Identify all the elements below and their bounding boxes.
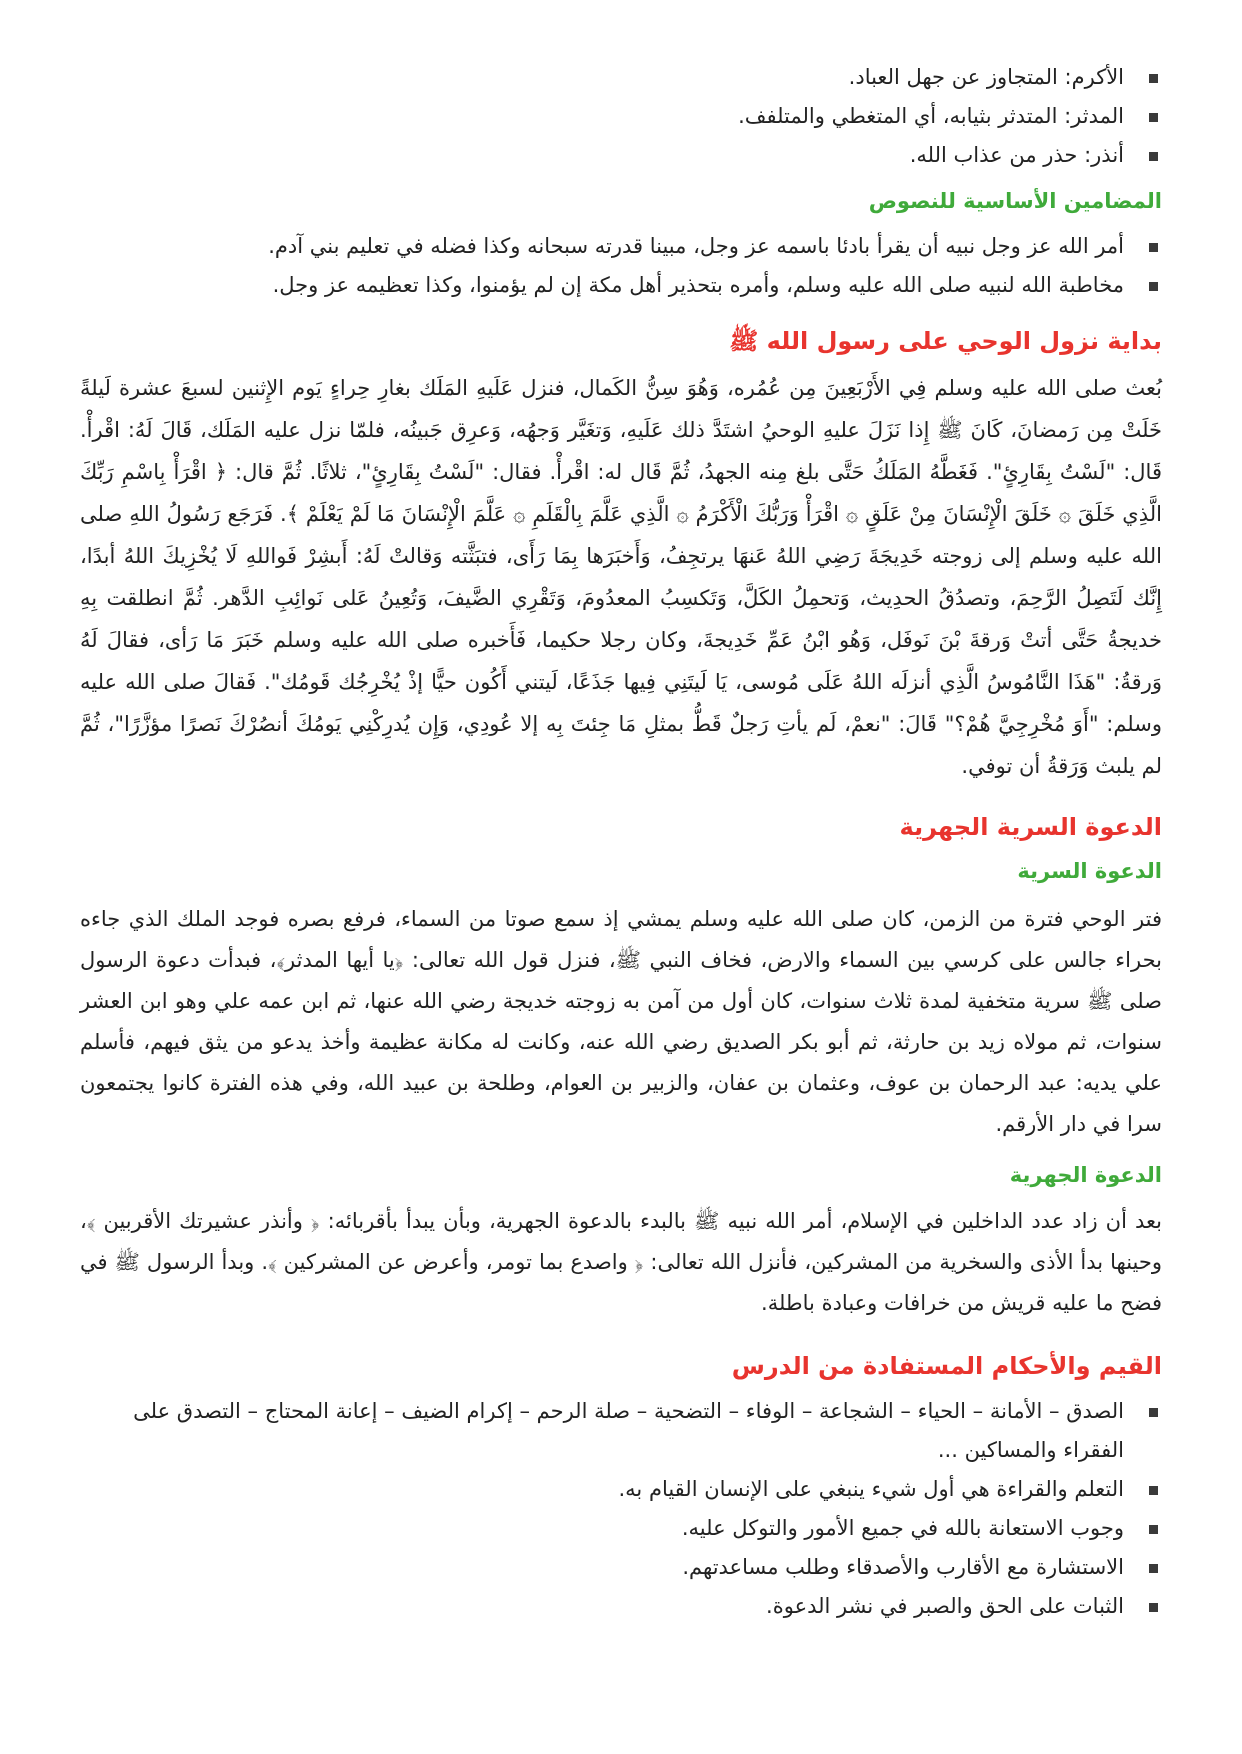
values-list <box>80 1392 1162 1626</box>
square-bullet-icon <box>1149 152 1158 161</box>
list-item: الصدق – الأمانة – الحياء – الشجاعة – الوفاء – التضحية – صلة الرحم – إكرام الضيف – إعانة المحتاج – التصدق على الفقراء والمساكين ... <box>80 1392 1162 1470</box>
dawah-heading: الدعوة السرية الجهرية <box>899 813 1162 841</box>
square-bullet-icon <box>1149 282 1158 291</box>
list-item: الأكرم: المتجاوز عن جهل العباد. <box>80 58 1162 97</box>
public-dawah-paragraph: بعد أن زاد عدد الداخلين في الإسلام، أمر الله نبيه ﷺ بالبدء بالدعوة الجهرية، وبأن يبدأ بأقربائه: ﴿ وأنذر عشيرتك الأقربين ﴾، وحينها بدأ الأذى والسخرية من المشركين، فأنزل الله تعالى: ﴿ واصدع بما تومر، وأعرض عن المشركين ﴾. وبدأ الرسول ﷺ في فضح ما عليه قريش من خرافات وعبادة باطلة. <box>80 1209 1162 1315</box>
themes-list <box>80 227 1162 305</box>
revelation-heading: بداية نزول الوحي على رسول الله ﷺ <box>729 327 1162 355</box>
list-item: التعلم والقراءة هي أول شيء ينبغي على الإنسان القيام به. <box>80 1470 1162 1509</box>
list-item: أمر الله عز وجل نبيه أن يقرأ بادئا باسمه عز وجل، مبينا قدرته سبحانه وكذا فضله في تعليم بني آدم. <box>80 227 1162 266</box>
square-bullet-icon <box>1149 243 1158 252</box>
list-item: مخاطبة الله لنبيه صلى الله عليه وسلم، وأمره بتحذير أهل مكة إن لم يؤمنوا، وكذا تعظيمه عز وجل. <box>80 266 1162 305</box>
list-item: المدثر: المتدثر بثيابه، أي المتغطي والمتلفف. <box>80 97 1162 136</box>
values-heading: القيم والأحكام المستفادة من الدرس <box>731 1352 1162 1380</box>
themes-heading: المضامين الأساسية للنصوص <box>868 189 1162 213</box>
secret-dawah-heading: الدعوة السرية <box>1017 859 1162 883</box>
secret-dawah-paragraph: فتر الوحي فترة من الزمن، كان صلى الله عليه وسلم يمشي إذ سمع صوتا من السماء، فرفع بصره فوجد الملك الذي جاءه بحراء جالس على كرسي بين السماء والارض، فخاف النبي ﷺ، فنزل قول الله تعالى: ﴿يا أيها المدثر﴾، فبدأت دعوة الرسول صلى ﷺ سرية متخفية لمدة ثلاث سنوات، كان أول من آمن به زوجته خديجة رضي الله عنها، ثم ابن عمه علي وهو ابن العشر سنوات، ثم مولاه زيد بن حارثة، ثم أبو بكر الصديق رضي الله عنه، وكانت له مكانة عظيمة وأخذ يدعو من يثق فيهم، فأسلم علي يديه: عبد الرحمان بن عوف، وعثمان بن عفان، والزبير بن العوام، وطلحة بن عبيد الله، وفي هذه الفترة كانوا يجتمعون سرا في دار الأرقم. <box>80 907 1162 1136</box>
list-item: الثبات على الحق والصبر في نشر الدعوة. <box>80 1587 1162 1626</box>
public-dawah-heading: الدعوة الجهرية <box>1009 1163 1162 1187</box>
revelation-paragraph: بُعث صلى الله عليه وسلم فِي الأَرْبَعِينَ مِن عُمُره، وَهُوَ سِنُّ الكَمال، فنزل عَلَيهِ المَلَك بغارِ حِراءٍ يَوم الإِثنين لسبعَ عشرة لَيلةً خَلَتْ مِن رَمضانَ، كَانَ ﷺ إِذا نَزَلَ عليهِ الوحيُ اشتَدَّ ذلك عَلَيهِ، وَتغَيَّر وَجهُه، وَعرِق جَبينُه، فلمّا نزل عليه المَلَك، قَالَ لَهُ: اقْرأْ. قَال: "لَسْتُ بِقَارِئٍ". فَغَطَّهُ المَلَكُ حَتَّى بلغ مِنه الجهدُ، ثُمَّ قَال له: اقْرأْ. فقال: "لَسْتُ بِقَارِئٍ"، ثلاثًا. ثُمَّ قال: ﴿ اقْرَأْ بِاسْمِ رَبِّكَ الَّذِي خَلَقَ ۞ خَلَقَ الْإِنْسَانَ مِنْ عَلَقٍ ۞ اقْرَأْ وَرَبُّكَ الْأَكْرَمُ ۞ الَّذِي عَلَّمَ بِالْقَلَمِ ۞ عَلَّمَ الْإِنْسَانَ مَا لَمْ يَعْلَمْ ﴾. فَرَجَع رَسُولُ اللهِ صلى الله عليه وسلم إلى زوجته خَدِيجَةَ رَضِي اللهُ عَنهَا يرتجِفُ، وَأَخبَرَها بِمَا رَأَى، فتبَثَّته وَقالتْ لَهُ: أَبشِرْ فَواللهِ لَا يُخْزِيكَ اللهُ أبدًا، إِنَّك لَتَصِلُ الرَّحِمَ، وتصدُقُ الحدِيث، وَتحمِلُ الكَلَّ، وَتَكسِبُ المعدُومَ، وَتَقْرِي الضَّيفَ، وَتُعِينُ عَلى نَوائِبِ الدَّهر. ثُمَّ انطلقت بِهِ خديجةُ حَتَّى أتتْ وَرقةَ بْنَ نَوفَل، وَهُو ابْنُ عَمِّ خَدِيجةَ، وكان رجلا حكيما، فَأَخبره صلى الله عليه وسلم خَبَرَ مَا رَأى، فقالَ لَهُ وَرقةُ: "هَذَا النَّامُوسُ الَّذِي أنزلَه اللهُ عَلَى مُوسى، يَا لَيتَنِي فِيها جَذَعًا، لَيتني أَكُون حيًّا إذْ يُخْرِجُك قَومُك". فَقالَ صلى الله عليه وسلم: "أَوَ مُخْرِجِيَّ هُمْ؟" قَالَ: "نعمْ، لَم يأتِ رَجلٌ قَطُّ بمثلِ مَا جِئتَ بِه إلا عُودِي، وَإِن يُدرِكْنِي يَومُكَ أنصُرْكَ نَصرًا مؤزَّرًا"، ثُمَّ لم يلبث وَرَقةُ أن توفي. <box>80 376 1162 778</box>
square-bullet-icon <box>1149 1564 1158 1573</box>
document-page <box>80 58 1162 1626</box>
list-item: الاستشارة مع الأقارب والأصدقاء وطلب مساعدتهم. <box>80 1548 1162 1587</box>
square-bullet-icon <box>1149 113 1158 122</box>
list-item: أنذر: حذر من عذاب الله. <box>80 136 1162 175</box>
list-item: وجوب الاستعانة بالله في جميع الأمور والتوكل عليه. <box>80 1509 1162 1548</box>
square-bullet-icon <box>1149 74 1158 83</box>
square-bullet-icon <box>1149 1603 1158 1612</box>
vocabulary-list <box>80 58 1162 175</box>
square-bullet-icon <box>1149 1525 1158 1534</box>
square-bullet-icon <box>1149 1486 1158 1495</box>
square-bullet-icon <box>1149 1408 1158 1417</box>
